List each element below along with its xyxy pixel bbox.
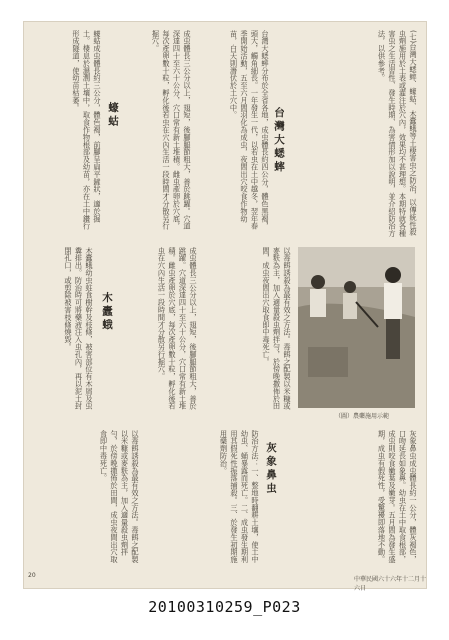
farm-photo (298, 247, 415, 408)
text-column-lower-left: 木蠹蛾幼虫蛀食樹幹及枝條，被害部位有木屑及虫糞排出。防治時可將藥液注入虫孔內，再以泥土封閉孔口，或剪除被害枝條燒毀。 (64, 247, 94, 410)
text-column-bottom-mid: 防治方法：一、整地時翻耕土壤，使土中幼虫、蛹暴露而死亡。二、成虫發生期利用其假死性振落捕殺。三、於發生初期施用藥劑防治。 (219, 430, 260, 564)
text-column-mid-right: 台灣大蟋蟀分布於全省各地，成虫體長約四公分，體色黑褐，頭大，觸角細長。一年發生一代，以若虫在土中越冬，翌年春季開始活動，五至六月間羽化為成虫，夜間出穴咬食作物幼苗，白天則潛伏於土穴中。 (229, 30, 270, 230)
text-column-photo-side: 以毒餌誘殺為最有效之方法。毒餌之配製以米糠或麥麩為主，加入適量殺虫劑拌勻，於傍晚撒佈於田間，成虫夜間出穴取食即中毒死亡。 (262, 247, 292, 410)
section-title-wood-borer: 木蠹蛾 (101, 292, 113, 333)
text-column-top-left: 蠔蛄成虫體長約三公分，體色褐，前腳呈扁平鏟狀，適於掘土。棲息於濕潤土壤中，取食作物根部及幼苗，亦在土中鑽行形成隧道，使幼苗枯萎。 (72, 30, 102, 230)
text-column-bottom-left: 以毒餌誘殺為最有效之方法。毒餌之配製以米糠或麥麩為主，加入適量殺虫劑拌勻，於傍晚撒佈於田間，成虫夜間出穴取食即中毒死亡。 (99, 430, 140, 564)
magazine-page (24, 22, 427, 592)
text-column-top-right: (七)台灣大蟋蟀、蠔蛄、木蠹蛾等土棲害虫之防治，以傳統性殺虫劑施用於土表或灌注於穴內，效果均不甚理想。本期特就各種害虫之生活習性、發生時期、為害情形加以說明，並介紹防治方法，以供參考。 (377, 30, 418, 238)
text-column-mid-left: 成虫體長三公分以上，翅短，後腳腿節粗大，善於跳躍。穴道深達四十至六十公分，穴口常有新土堆積。雌虫產卵於穴底，每次產卵數十粒，孵化後若虫在穴內生活一段時間才分散另行掘穴。 (151, 30, 192, 230)
text-column-lower-mid: 成虫體長三公分以上，翅短，後腳腿節粗大，善於跳躍。穴道深達四十至六十公分，穴口常有新土堆積。雌虫產卵於穴底，每次產卵數十粒，孵化後若虫在穴內生活一段時間才分散另行掘穴。 (157, 247, 198, 410)
section-title-taiwan-cricket: 台灣大蟋蟀 (273, 107, 285, 175)
section-title-mole-cricket: 蠔蛄 (107, 102, 119, 129)
page-number: 20 (28, 572, 36, 579)
photo-caption: （圖）農藥施用示範 (334, 413, 389, 420)
text-column-bottom-right: 灰象鼻虫成虫體長約一公分，體灰褐色，口吻延長如象鼻。幼虫在土中取食根部，成虫則咬食嫩葉及嫩芽。五月間為發生盛期，成虫有假死性，受驚擾即落地不動。 (377, 430, 418, 564)
section-title-gray-weevil: 灰象鼻虫 (265, 442, 277, 496)
image-id-label: 20100310259_P023 (148, 598, 301, 616)
farmers-spraying-image (298, 247, 415, 408)
running-header: 中華民國六十六年十二月十六日 (354, 576, 427, 592)
